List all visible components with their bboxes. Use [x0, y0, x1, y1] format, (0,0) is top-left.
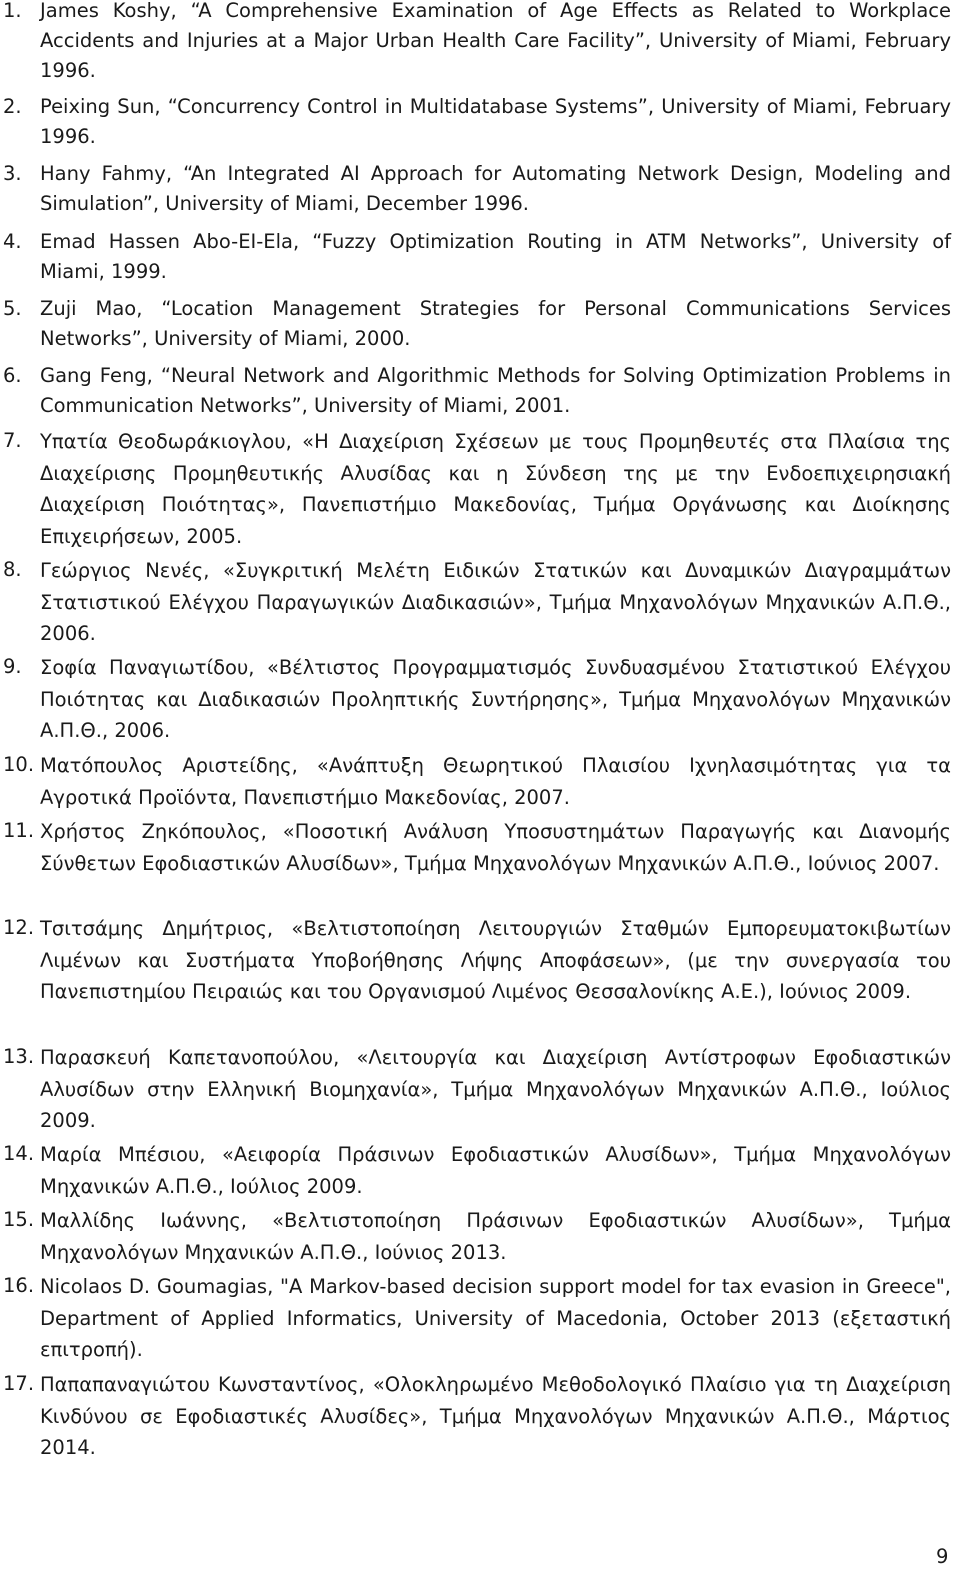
item-text: Zuji Mao, “Location Management Strategies for Personal Communications Services Networks”, University of Miami, 2000. — [40, 297, 951, 350]
item-number: 5. — [3, 297, 22, 320]
page-number: 9 — [936, 1545, 949, 1568]
item-number: 9. — [3, 655, 22, 678]
item-number: 13. — [3, 1045, 35, 1068]
item-text: Υπατία Θεοδωράκιογλου, «Η Διαχείριση Σχέσεων με τους Προμηθευτές στα Πλαίσια της Διαχείρισης Προμηθευτικής Αλυσίδας και η Σύνδεση της με την Ενδοεπιχειρησιακή Διαχείριση Ποιότητας», Πανεπιστήμιο Μακεδονίας, Τμήμα Οργάνωσης και Διοίκησης Επιχειρήσεων, 2005. — [40, 430, 951, 548]
item-text: Παρασκευή Καπετανοπούλου, «Λειτουργία και Διαχείριση Αντίστροφων Εφοδιαστικών Αλυσίδων στην Ελληνική Βιομηχανία», Τμήμα Μηχανολόγων Μηχανικών Α.Π.Θ., Ιούλιος 2009. — [40, 1046, 951, 1132]
item-text: Τσιτσάμης Δημήτριος, «Βελτιστοποίηση Λειτουργιών Σταθμών Εμπορευματοκιβωτίων Λιμένων και Συστήματα Υποβοήθησης Λήψης Αποφάσεων», (με την συνεργασία του Πανεπιστημίου Πειραιώς και του Οργανισμού Λιμένος Θεσσαλονίκης Α.Ε.), Ιούνιος 2009. — [40, 917, 951, 1003]
item-number: 3. — [3, 162, 22, 185]
item-text: Χρήστος Ζηκόπουλος, «Ποσοτική Ανάλυση Υποσυστημάτων Παραγωγής και Διανομής Σύνθετων Εφοδιαστικών Αλυσίδων», Τμήμα Μηχανολόγων Μηχανικών Α.Π.Θ., Ιούνιος 2007. — [40, 820, 951, 875]
item-text: James Koshy, “A Comprehensive Examination of Age Effects as Related to Workplace Accidents and Injuries at a Major Urban Health Care Facility”, University of Miami, February 1996. — [40, 0, 951, 82]
item-number: 16. — [3, 1274, 35, 1297]
item-text: Μαλλίδης Ιωάννης, «Βελτιστοποίηση Πράσινων Εφοδιαστικών Αλυσίδων», Τμήμα Μηχανολόγων Μηχανικών Α.Π.Θ., Ιούνιος 2013. — [40, 1209, 951, 1264]
item-text: Γεώργιος Νενές, «Συγκριτική Μελέτη Ειδικών Στατικών και Δυναμικών Διαγραμμάτων Στατιστικού Ελέγχου Παραγωγικών Διαδικασιών», Τμήμα Μηχανολόγων Μηχανικών Α.Π.Θ., 2006. — [40, 559, 951, 645]
item-text: Gang Feng, “Neural Network and Algorithmic Methods for Solving Optimization Problems in Communication Networks”, University of Miami, 2001. — [40, 364, 951, 417]
item-number: 14. — [3, 1142, 35, 1165]
item-number: 12. — [3, 916, 35, 939]
item-text: Nicolaos D. Goumagias, "A Markov-based decision support model for tax evasion in Greece", Department of Applied Informatics, University of Macedonia, October 2013 (εξεταστική επιτροπή). — [40, 1275, 951, 1361]
item-text: Σοφία Παναγιωτίδου, «Βέλτιστος Προγραμματισμός Συνδυασμένου Στατιστικού Ελέγχου Ποιότητας και Διαδικασιών Προληπτικής Συντήρησης», Τμήμα Μηχανολόγων Μηχανικών Α.Π.Θ., 2006. — [40, 656, 951, 742]
item-text: Παπαπαναγιώτου Κωνσταντίνος, «Ολοκληρωμένο Μεθοδολογικό Πλαίσιο για τη Διαχείριση Κινδύνου σε Εφοδιαστικές Αλυσίδες», Τμήμα Μηχανολόγων Μηχανικών Α.Π.Θ., Μάρτιος 2014. — [40, 1373, 951, 1459]
item-number: 11. — [3, 819, 35, 842]
item-number: 17. — [3, 1372, 35, 1395]
item-number: 10. — [3, 753, 35, 776]
item-number: 8. — [3, 558, 22, 581]
item-text: Μαρία Μπέσιου, «Αειφορία Πράσινων Εφοδιαστικών Αλυσίδων», Τμήμα Μηχανολόγων Μηχανικών Α.Π.Θ., Ιούλιος 2009. — [40, 1143, 951, 1198]
item-number: 2. — [3, 95, 22, 118]
item-text: Hany Fahmy, “An Integrated AI Approach for Automating Network Design, Modeling and Simulation”, University of Miami, December 1996. — [40, 162, 951, 215]
item-number: 15. — [3, 1208, 35, 1231]
item-number: 4. — [3, 230, 22, 253]
item-number: 6. — [3, 364, 22, 387]
item-text: Peixing Sun, “Concurrency Control in Multidatabase Systems”, University of Miami, February 1996. — [40, 95, 951, 148]
item-number: 7. — [3, 429, 22, 452]
item-text: Ματόπουλος Αριστείδης, «Ανάπτυξη Θεωρητικού Πλαισίου Ιχνηλασιμότητας για τα Αγροτικά Προϊόντα, Πανεπιστήμιο Μακεδονίας, 2007. — [40, 754, 951, 809]
item-text: Emad Hassen Abo-EI-Ela, “Fuzzy Optimization Routing in ATM Networks”, University of Miami, 1999. — [40, 230, 951, 283]
item-number: 1. — [3, 0, 22, 22]
